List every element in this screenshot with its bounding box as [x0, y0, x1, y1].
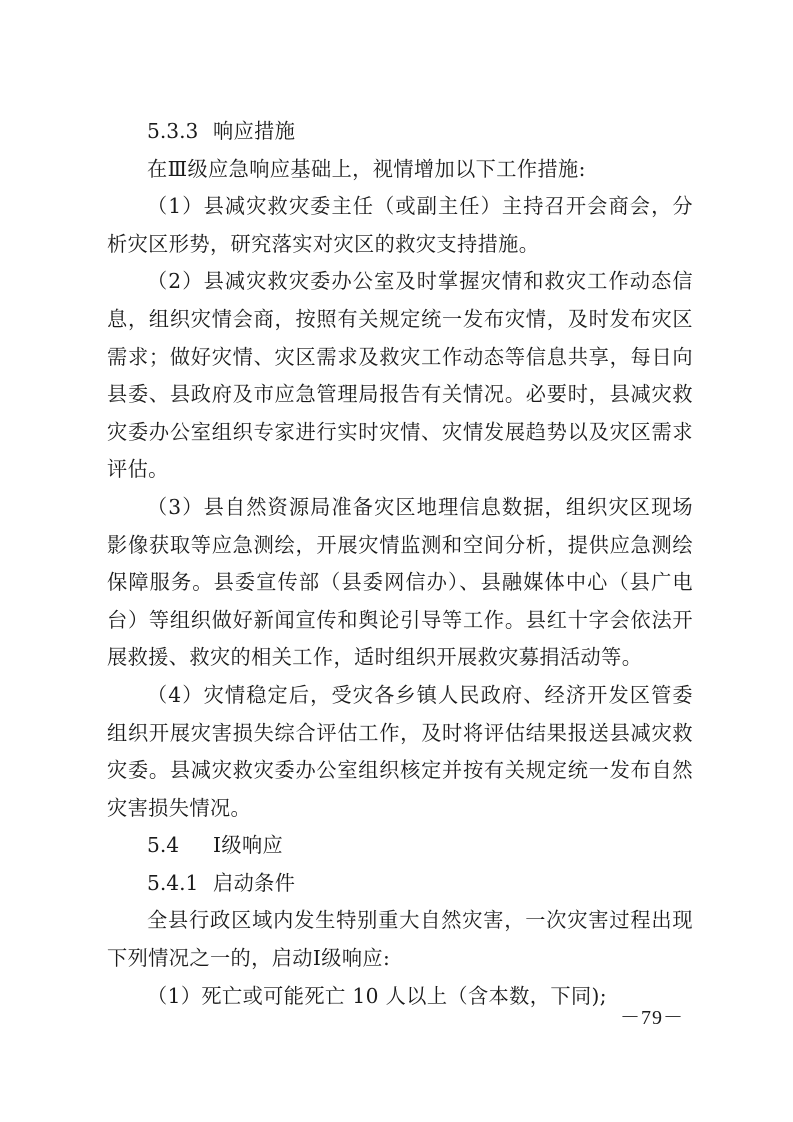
paragraph: 在Ⅲ级应急响应基础上，视情增加以下工作措施:: [147, 156, 586, 181]
page-number: －79－: [620, 1007, 684, 1029]
paragraph: （3）县自然资源局准备灾区地理信息数据，组织灾区现场影像获取等应急测绘，开展灾情监测和空间分析，提供应急测绘保障服务。县委宣传部（县委网信办）、县融媒体中心（县广电台）等组织做好新闻宣传和舆论引导等工作。县红十字会依法开展救援、救灾的相关工作，适时组织开展救灾募捐活动等。: [107, 494, 693, 670]
paragraph: （1）死亡或可能死亡 10 人以上（含本数，下同);: [147, 983, 608, 1008]
section-heading-5-3-3: [107, 113, 693, 151]
section-number: 5.4.1: [147, 870, 199, 895]
section-number: 5.3.3: [147, 119, 199, 143]
section-number: 5.4: [147, 833, 180, 858]
section-heading-5-4-1: [107, 865, 693, 903]
paragraph: （2）县减灾救灾委办公室及时掌握灾情和救灾工作动态信息，组织灾情会商，按照有关规定统一发布灾情，及时发布灾区需求；做好灾情、灾区需求及救灾工作动态等信息共享，每日向县委、县政府及市应急管理局报告有关情况。必要时，县减灾救灾委办公室组织专家进行实时灾情、灾情发展趋势以及灾区需求评估。: [107, 269, 693, 482]
section-heading-5-4: [107, 827, 693, 865]
section-title: 启动条件: [213, 870, 296, 895]
paragraph: （1）县减灾救灾委主任（或副主任）主持召开会商会，分析灾区形势，研究落实对灾区的救灾支持措施。: [107, 194, 693, 256]
paragraph: 全县行政区域内发生特别重大自然灾害，一次灾害过程出现下列情况之一的，启动Ⅰ级响应:: [107, 908, 693, 971]
document-body: [107, 113, 693, 1015]
section-title: 响应措施: [213, 119, 296, 143]
section-title: Ⅰ级响应: [213, 833, 284, 858]
paragraph: （4）灾情稳定后，受灾各乡镇人民政府、经济开发区管委组织开展灾害损失综合评估工作，及时将评估结果报送县减灾救灾委。县减灾救灾委办公室组织核定并按有关规定统一发布自然灾害损失情况。: [107, 682, 693, 820]
